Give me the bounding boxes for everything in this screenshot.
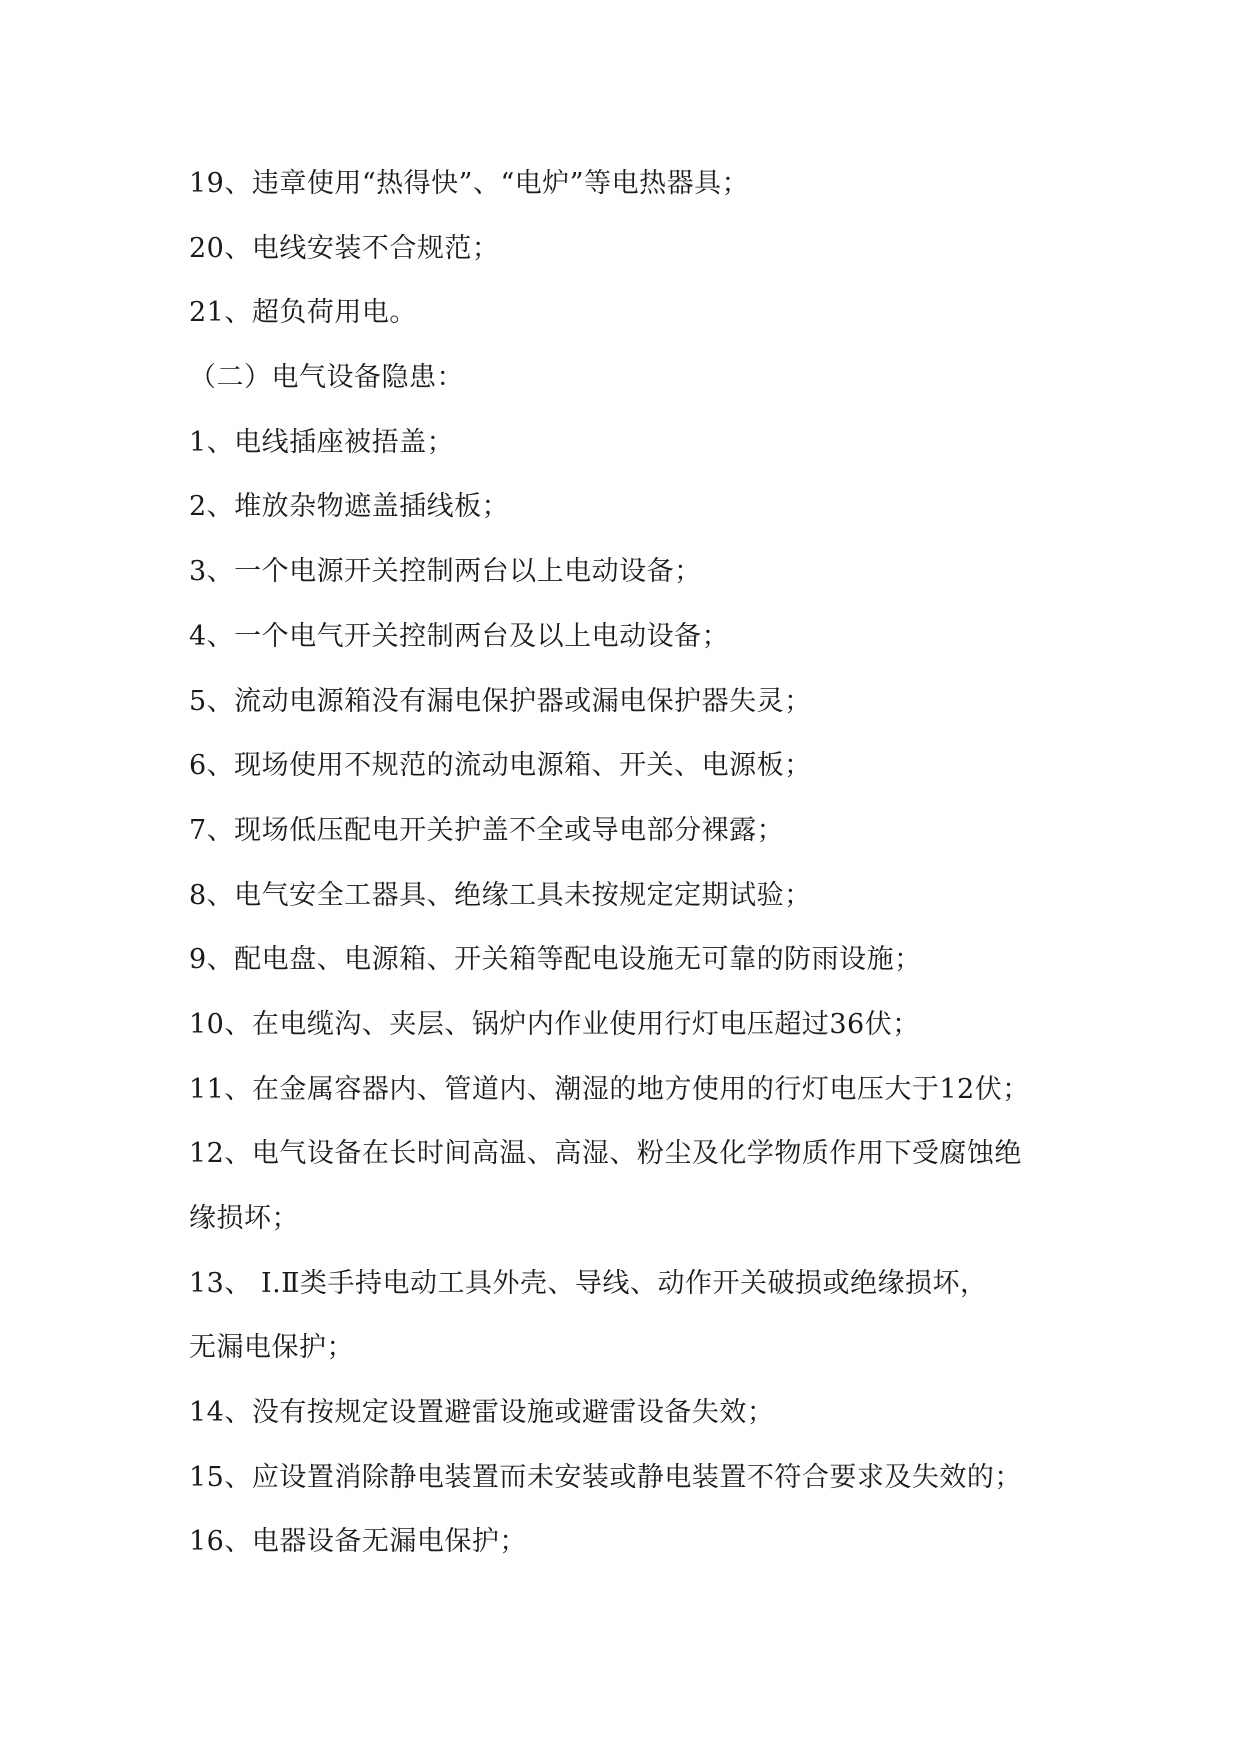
- list-item-13: 13、 Ⅰ.Ⅱ类手持电动工具外壳、导线、动作开关破损或绝缘损坏，: [189, 1267, 988, 1299]
- list-item-15: 15、应设置消除静电装置而未安装或静电装置不符合要求及失效的；: [189, 1461, 1022, 1493]
- list-item-1: 1、电线插座被捂盖；: [189, 426, 455, 458]
- document-body: [189, 152, 1069, 1575]
- list-item-2: 2、堆放杂物遮盖插线板；: [189, 491, 510, 523]
- list-item-4: 4、一个电气开关控制两台及以上电动设备；: [189, 620, 730, 652]
- list-item-16: 16、电器设备无漏电保护；: [189, 1526, 527, 1558]
- list-item-12-continued: 缘损坏；: [189, 1203, 299, 1234]
- section-heading-electrical-hazards: （二）电气设备隐患：: [189, 362, 464, 394]
- list-item-10: 10、在电缆沟、夹层、锅炉内作业使用行灯电压超过36伏；: [189, 1008, 920, 1040]
- list-item-11: 11、在金属容器内、管道内、潮湿的地方使用的行灯电压大于12伏；: [189, 1073, 1030, 1105]
- list-item-13-continued: 无漏电保护；: [189, 1332, 354, 1364]
- list-item-14: 14、没有按规定设置避雷设施或避雷设备失效；: [189, 1397, 775, 1429]
- list-item-8: 8、电气安全工器具、绝缘工具未按规定定期试验；: [189, 879, 812, 911]
- list-item-6: 6、现场使用不规范的流动电源箱、开关、电源板；: [189, 750, 812, 782]
- list-item-19: 19、违章使用“热得快”、“电炉”等电热器具；: [189, 168, 750, 199]
- list-item-5: 5、流动电源箱没有漏电保护器或漏电保护器失灵；: [189, 685, 812, 717]
- list-item-12: 12、电气设备在长时间高温、高湿、粉尘及化学物质作用下受腐蚀绝: [189, 1138, 1022, 1170]
- list-item-20: 20、电线安装不合规范；: [189, 232, 500, 264]
- list-item-3: 3、一个电源开关控制两台以上电动设备；: [189, 556, 702, 588]
- list-item-21: 21、超负荷用电。: [189, 297, 417, 329]
- list-item-9: 9、配电盘、电源箱、开关箱等配电设施无可靠的防雨设施；: [189, 944, 922, 976]
- list-item-7: 7、现场低压配电开关护盖不全或导电部分裸露；: [189, 814, 785, 846]
